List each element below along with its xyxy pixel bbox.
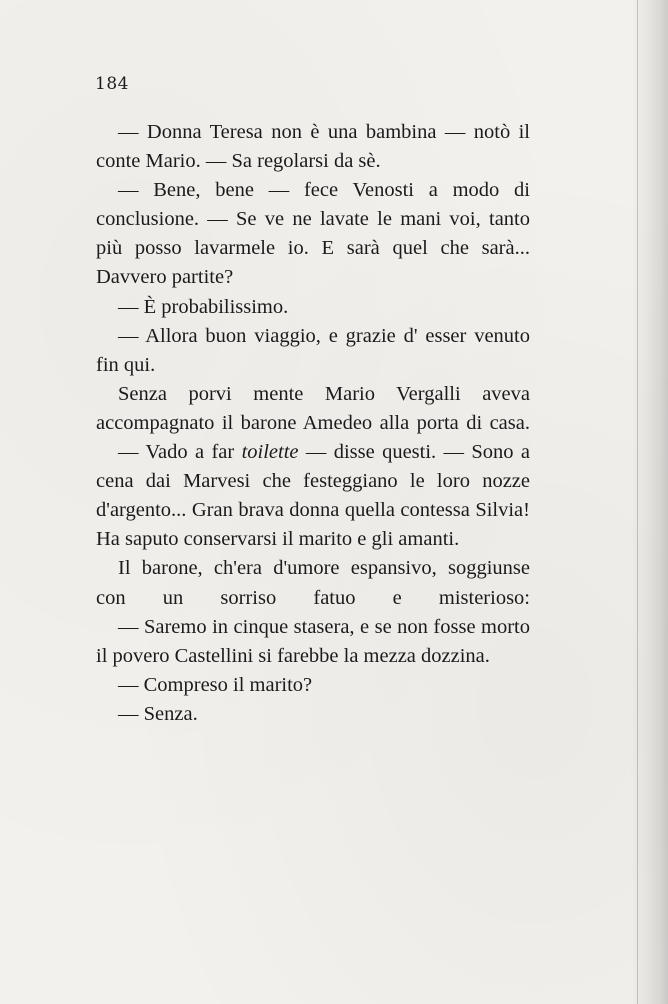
italic-word: toilette: [241, 441, 299, 464]
paragraph: — Senza.: [118, 702, 198, 725]
paragraph: — È probabilissimo.: [118, 295, 289, 318]
paragraph: — Bene, bene — fece Venosti a modo di conclusione. — Se ve ne lavate le mani voi, tanto più posso lavarmele io. E sarà quel che sarà... Davvero partite?: [96, 179, 530, 289]
page-gutter-shadow: [630, 0, 668, 1004]
paragraph: — Compreso il marito?: [118, 673, 313, 696]
paragraph: [96, 438, 530, 554]
paragraph: — Saremo in cinque stasera, e se non fosse morto il povero Castellini si farebbe la mezza dozzina.: [96, 615, 530, 667]
paragraph: — Allora buon viaggio, e grazie d' esser venuto fin qui.: [96, 324, 530, 376]
page-gutter-line: [637, 0, 638, 1004]
paragraph: Il barone, ch'era d'umore espansivo, soggiunse con un sorriso fatuo e misterioso:: [96, 557, 530, 609]
page-text: [96, 118, 530, 729]
page-number: 184: [95, 74, 129, 94]
paragraph-text: — Vado a far: [118, 441, 242, 464]
paragraph: Senza porvi mente Mario Vergalli aveva accompagnato il barone Amedeo alla porta di casa.: [96, 382, 530, 434]
paragraph-text: — disse questi. — Sono a cena dai Marvesi che festeggiano le loro nozze d'argento... Gran brava donna quella contessa Silvia! Ha saputo conservarsi il marito e gli amanti.: [96, 441, 530, 551]
paragraph: — Donna Teresa non è una bambina — notò il conte Mario. — Sa regolarsi da sè.: [96, 121, 530, 173]
